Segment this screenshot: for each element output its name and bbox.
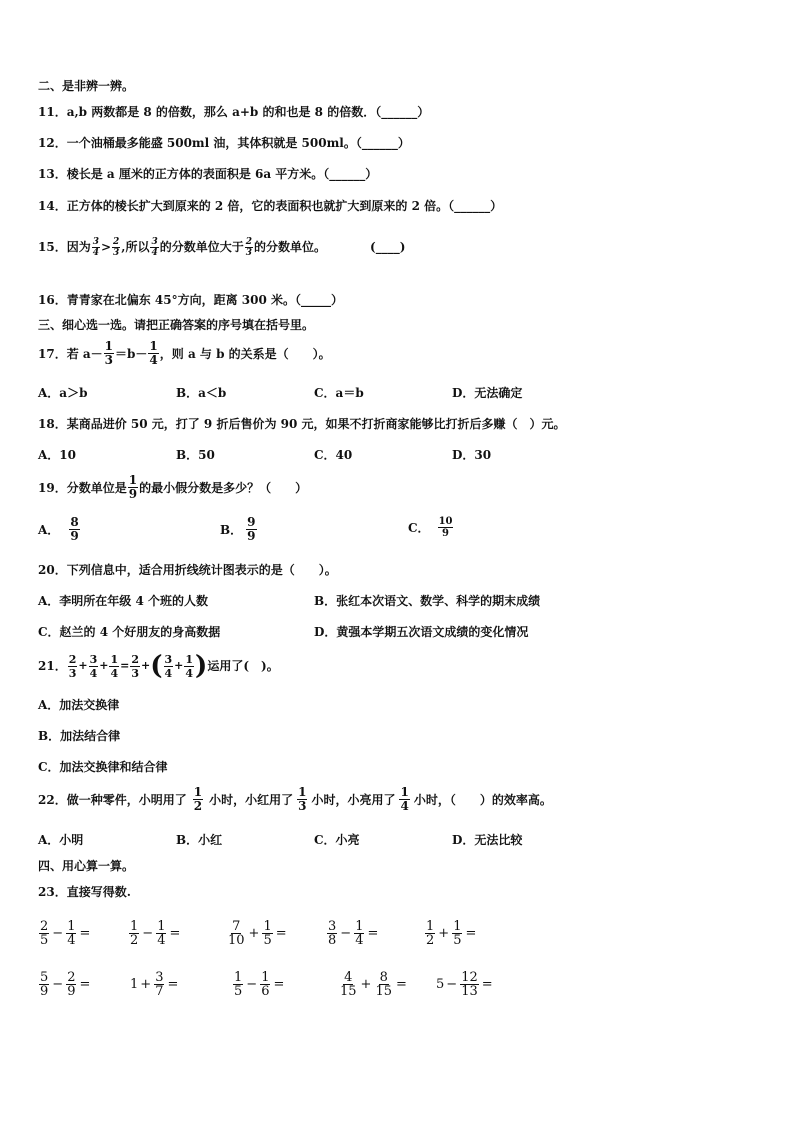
q15-mid: ,所以 — [121, 240, 150, 254]
q17-mid: ＝b－ — [115, 346, 148, 361]
q20-option-d: D．黄强本学期五次语文成绩的变化情况 — [314, 625, 529, 639]
question-17 — [38, 340, 331, 367]
q21-option-c: C．加法交换律和结合律 — [38, 760, 168, 774]
calc-item: $\frac{4}{15}$ + $\frac{8}{15}$ = — [340, 970, 407, 999]
q19-prefix: 19．分数单位是 — [38, 480, 127, 495]
question-23-title: 23．直接写得数. — [38, 885, 131, 899]
question-15 — [38, 236, 405, 258]
q22-option-a: A．小明 — [38, 833, 84, 847]
q15-greater-than: > — [100, 240, 112, 254]
question-16: 16．青青家在北偏东 45°方向，距离 300 米。（_____） — [38, 293, 343, 307]
calc-item: $\frac{1}{5}$ − $\frac{1}{6}$ = — [234, 970, 285, 999]
calc-item: 5 − $\frac{12}{13}$ = — [436, 970, 493, 999]
q15-prefix: 15．因为 — [38, 240, 91, 254]
question-11: 11．a,b 两数都是 8 的倍数，那么 a+b 的和也是 8 的倍数．（______） — [38, 105, 430, 119]
q17-option-a: A．a＞b — [38, 386, 88, 400]
calc-item: $\frac{5}{9}$ − $\frac{2}{9}$ = — [40, 970, 91, 999]
calc-item: $\frac{1}{2}$ − $\frac{1}{4}$ = — [130, 919, 181, 948]
q17-fraction-1: $\frac{1}{3}$ — [104, 339, 114, 367]
q17-option-d: D．无法确定 — [452, 386, 523, 400]
q15-fraction-4: $\frac{2}{3}$ — [245, 236, 253, 258]
q18-option-b: B．50 — [176, 448, 215, 462]
question-13: 13．棱长是 a 厘米的正方体的表面积是 6a 平方米。（______） — [38, 167, 378, 181]
q20-option-a: A．李明所在年级 4 个班的人数 — [38, 594, 209, 608]
calc-item: 1 + $\frac{3}{7}$ = — [130, 970, 179, 999]
question-12: 12．一个油桶最多能盛 500ml 油，其体积就是 500ml。（______） — [38, 136, 410, 150]
section-3-heading: 三、细心选一选。请把正确答案的序号填在括号里。 — [38, 318, 315, 332]
q17-fraction-2: $\frac{1}{4}$ — [149, 339, 158, 367]
q17-option-c: C．a＝b — [314, 386, 364, 400]
calc-item: $\frac{2}{5}$ − $\frac{1}{4}$ = — [40, 919, 91, 948]
q18-option-d: D．30 — [452, 448, 492, 462]
q18-option-c: C．40 — [314, 448, 353, 462]
q17-suffix: ，则 a 与 b 的关系是（ ）。 — [159, 346, 331, 361]
q19-fraction: $\frac{1}{9}$ — [128, 473, 138, 501]
q19-option-c: C． $\frac{10}{9}$ — [408, 516, 453, 539]
q15-suffix: 的分数单位。 — [254, 240, 327, 254]
question-21: 21． $\frac{2}{3}$ + $\frac{3}{4}$ + $\frac{1}{4}$ = $\frac{2}{3}$ + ( $\frac{3}{4}$ + $\frac{1}{4}$ ) 运用了( )。 — [38, 651, 279, 681]
q19-suffix: 的最小假分数是多少？（ ） — [139, 480, 308, 495]
question-18: 18．某商品进价 50 元，打了 9 折后售价为 90 元，如果不打折商家能够比打折后多赚（ ）元。 — [38, 417, 566, 431]
q21-number: 21． — [38, 659, 67, 673]
q19-option-a: A． $\frac{8}{9}$ — [38, 515, 79, 543]
q21-option-b: B．加法结合律 — [38, 729, 121, 743]
calc-item: $\frac{3}{8}$ − $\frac{1}{4}$ = — [328, 919, 379, 948]
question-19 — [38, 474, 307, 501]
q15-fraction-3: $\frac{3}{4}$ — [151, 236, 158, 258]
q20-option-c: C．赵兰的 4 个好朋友的身高数据 — [38, 625, 221, 639]
q22-option-d: D．无法比较 — [452, 833, 523, 847]
q15-mid2: 的分数单位大于 — [159, 240, 244, 254]
q15-fraction-1: $\frac{3}{4}$ — [92, 236, 99, 258]
section-4-heading: 四、用心算一算。 — [38, 859, 135, 873]
q17-option-b: B．a＜b — [176, 386, 227, 400]
question-22: 22．做一种零件，小明用了 $\frac{1}{2}$ 小时，小红用了 $\frac{1}{3}$ 小时，小亮用了 $\frac{1}{4}$ 小时，（ ）的效率高。 — [38, 785, 552, 813]
q15-fraction-2: $\frac{2}{3}$ — [113, 236, 120, 258]
q20-option-b: B．张红本次语文、数学、科学的期末成绩 — [314, 594, 541, 608]
q19-option-b: B． $\frac{9}{9}$ — [220, 515, 256, 543]
q21-option-a: A．加法交换律 — [38, 698, 120, 712]
question-20: 20．下列信息中，适合用折线统计图表示的是（ ）。 — [38, 563, 337, 577]
q18-option-a: A．10 — [38, 448, 77, 462]
q21-left-paren: ( — [150, 651, 163, 681]
q22-option-b: B．小红 — [176, 833, 223, 847]
question-14: 14．正方体的棱长扩大到原来的 2 倍，它的表面积也就扩大到原来的 2 倍。（______） — [38, 199, 503, 213]
q21-right-paren: ) — [195, 651, 208, 681]
q21-suffix: 运用了( )。 — [207, 659, 279, 673]
q15-answer-blank: (____) — [370, 240, 406, 254]
section-2-heading: 二、是非辨一辨。 — [38, 79, 135, 93]
calc-item: $\frac{1}{2}$ + $\frac{1}{5}$ = — [426, 919, 477, 948]
calc-item: $\frac{7}{10}$ + $\frac{1}{5}$ = — [228, 919, 287, 948]
q22-option-c: C．小亮 — [314, 833, 360, 847]
q17-prefix: 17．若 a－ — [38, 346, 103, 361]
